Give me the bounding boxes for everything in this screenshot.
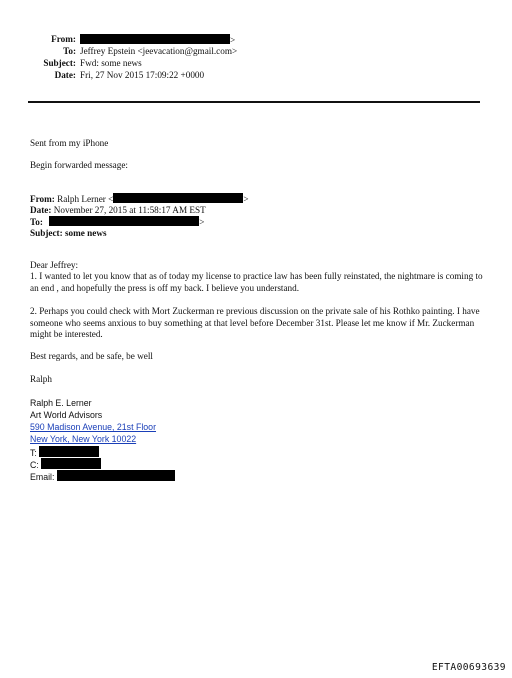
paragraph-2: 2. Perhaps you could check with Mort Zuckerman re previous discussion on the private sale of his Rothko painting. I have someone who seems anxious to buy something at that level before December 31st. Please let me know if Mr. Zuckerman might be interested. bbox=[30, 306, 480, 340]
from-value bbox=[80, 34, 235, 46]
paragraph-1: 1. I wanted to let you know that as of today my license to practice law has been fully reinstated, the nightmare is coming to an end , and hopefully the press is off my back. I believe you understand. bbox=[30, 271, 483, 293]
fwd-subject-label: Subject: bbox=[30, 228, 63, 238]
sig-email-row bbox=[30, 470, 175, 483]
redaction-bar bbox=[49, 216, 199, 226]
from-suffix: > bbox=[230, 35, 236, 45]
redaction-bar bbox=[113, 193, 243, 203]
document-id-footer: EFTA00693639 bbox=[431, 662, 506, 673]
header-divider bbox=[28, 101, 480, 103]
redaction-bar bbox=[39, 446, 99, 457]
closing-line: Best regards, and be safe, be well bbox=[30, 351, 153, 361]
sig-email-label: Email: bbox=[30, 472, 55, 482]
fwd-date-value: November 27, 2015 at 11:58:17 AM EST bbox=[53, 205, 206, 215]
fwd-to-suffix: > bbox=[199, 217, 205, 227]
to-label: To: bbox=[63, 46, 76, 56]
fwd-to-row bbox=[30, 216, 204, 228]
date-value: Fri, 27 Nov 2015 17:09:22 +0000 bbox=[80, 70, 205, 80]
greeting: Dear Jeffrey: bbox=[30, 260, 79, 270]
sent-from-line: Sent from my iPhone bbox=[30, 138, 109, 148]
redaction-bar bbox=[80, 34, 230, 44]
date-label: Date: bbox=[54, 70, 76, 80]
sign-name: Ralph bbox=[30, 374, 52, 384]
subject-value: Fwd: some news bbox=[80, 58, 142, 68]
fwd-to-label: To: bbox=[30, 217, 43, 227]
fwd-from-row bbox=[30, 193, 249, 205]
sig-address-line2-link[interactable]: New York, New York 10022 bbox=[30, 434, 137, 444]
from-label: From: bbox=[51, 34, 76, 44]
fwd-from-label: From: bbox=[30, 194, 55, 204]
fwd-date-label: Date: bbox=[30, 205, 52, 215]
fwd-from-suffix: > bbox=[243, 194, 249, 204]
begin-forwarded-line: Begin forwarded message: bbox=[30, 160, 128, 170]
redaction-bar bbox=[41, 458, 101, 469]
subject-label: Subject: bbox=[43, 58, 76, 68]
fwd-from-value: Ralph Lerner < bbox=[57, 194, 114, 204]
to-value: Jeffrey Epstein <jeevacation@gmail.com> bbox=[80, 46, 238, 56]
sig-name: Ralph E. Lerner bbox=[30, 398, 92, 408]
fwd-date-row bbox=[30, 205, 206, 216]
sig-phone-label: T: bbox=[30, 448, 37, 458]
redaction-bar bbox=[57, 470, 175, 481]
fwd-subject-value: some news bbox=[64, 228, 107, 238]
sig-address-line1-link[interactable]: 590 Madison Avenue, 21st Floor bbox=[30, 422, 157, 432]
sig-company: Art World Advisors bbox=[30, 410, 103, 420]
fwd-subject-row bbox=[30, 228, 107, 239]
sig-cell-label: C: bbox=[30, 460, 39, 470]
